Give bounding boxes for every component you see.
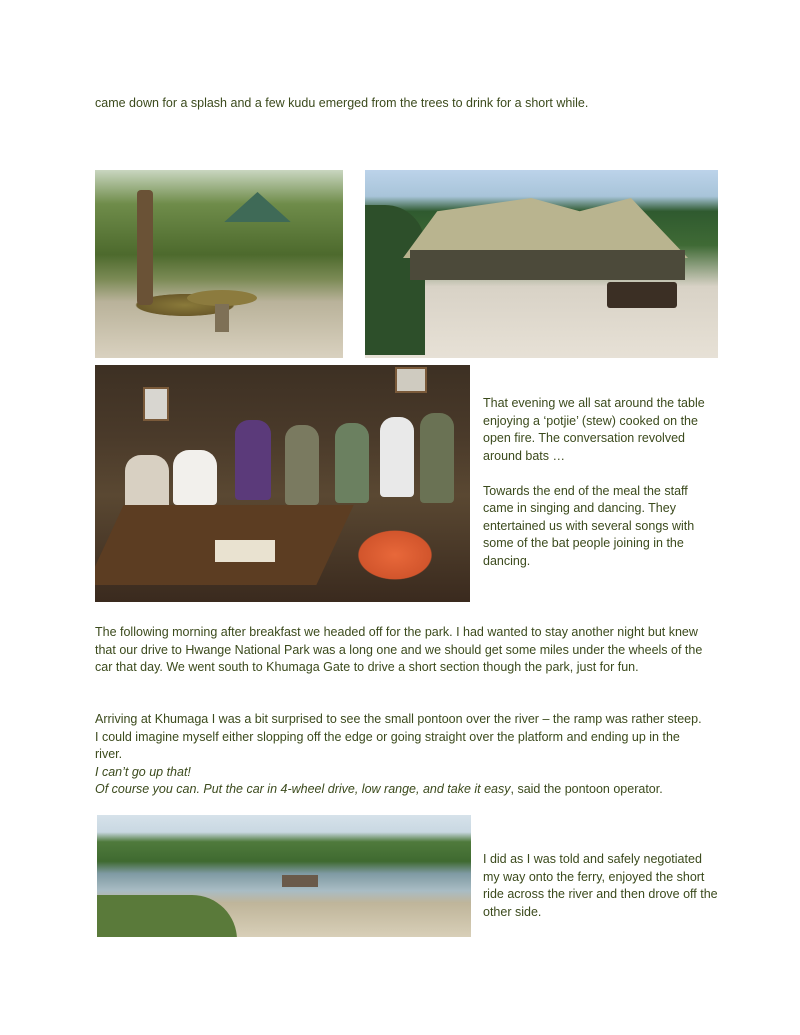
camp-tents-photo: [365, 170, 718, 358]
evening-text-block: [483, 395, 718, 570]
camp-birdbath-photo: [95, 170, 343, 358]
quote-2-suffix: , said the pontoon operator.: [510, 782, 663, 796]
dining-photo: [95, 365, 470, 602]
morning-paragraph: The following morning after breakfast we headed off for the park. I had wanted to stay another night but knew that our drive to Hwange National Park was a long one and we should get some miles under the wheels of the car that day. We went south to Khumaga Gate to drive a short section though the park, just for fun.: [95, 625, 703, 674]
khumaga-block: [95, 711, 707, 799]
intro-line: came down for a splash and a few kudu emerged from the trees to drink for a short while.: [95, 96, 589, 110]
quote-2: Of course you can. Put the car in 4-wheel drive, low range, and take it easy: [95, 782, 511, 796]
quote-1: I can’t go up that!: [95, 764, 191, 779]
evening-paragraph-1: That evening we all sat around the table enjoying a ‘potjie’ (stew) cooked on the open fire. The conversation revolved around bats …: [483, 396, 705, 463]
khumaga-paragraph: Arriving at Khumaga I was a bit surprised to see the small pontoon over the river – the ramp was rather steep. I could imagine myself either slopping off the edge or going straight over the platform and ending up in the river.: [95, 712, 702, 761]
river-pontoon-photo: [97, 815, 471, 937]
evening-paragraph-2: Towards the end of the meal the staff came in singing and dancing. They entertained us with several songs with some of the bat people joining in the dancing.: [483, 483, 695, 568]
ferry-paragraph: I did as I was told and safely negotiated my way onto the ferry, enjoyed the short ride across the river and then drove off the other side.: [483, 852, 718, 919]
